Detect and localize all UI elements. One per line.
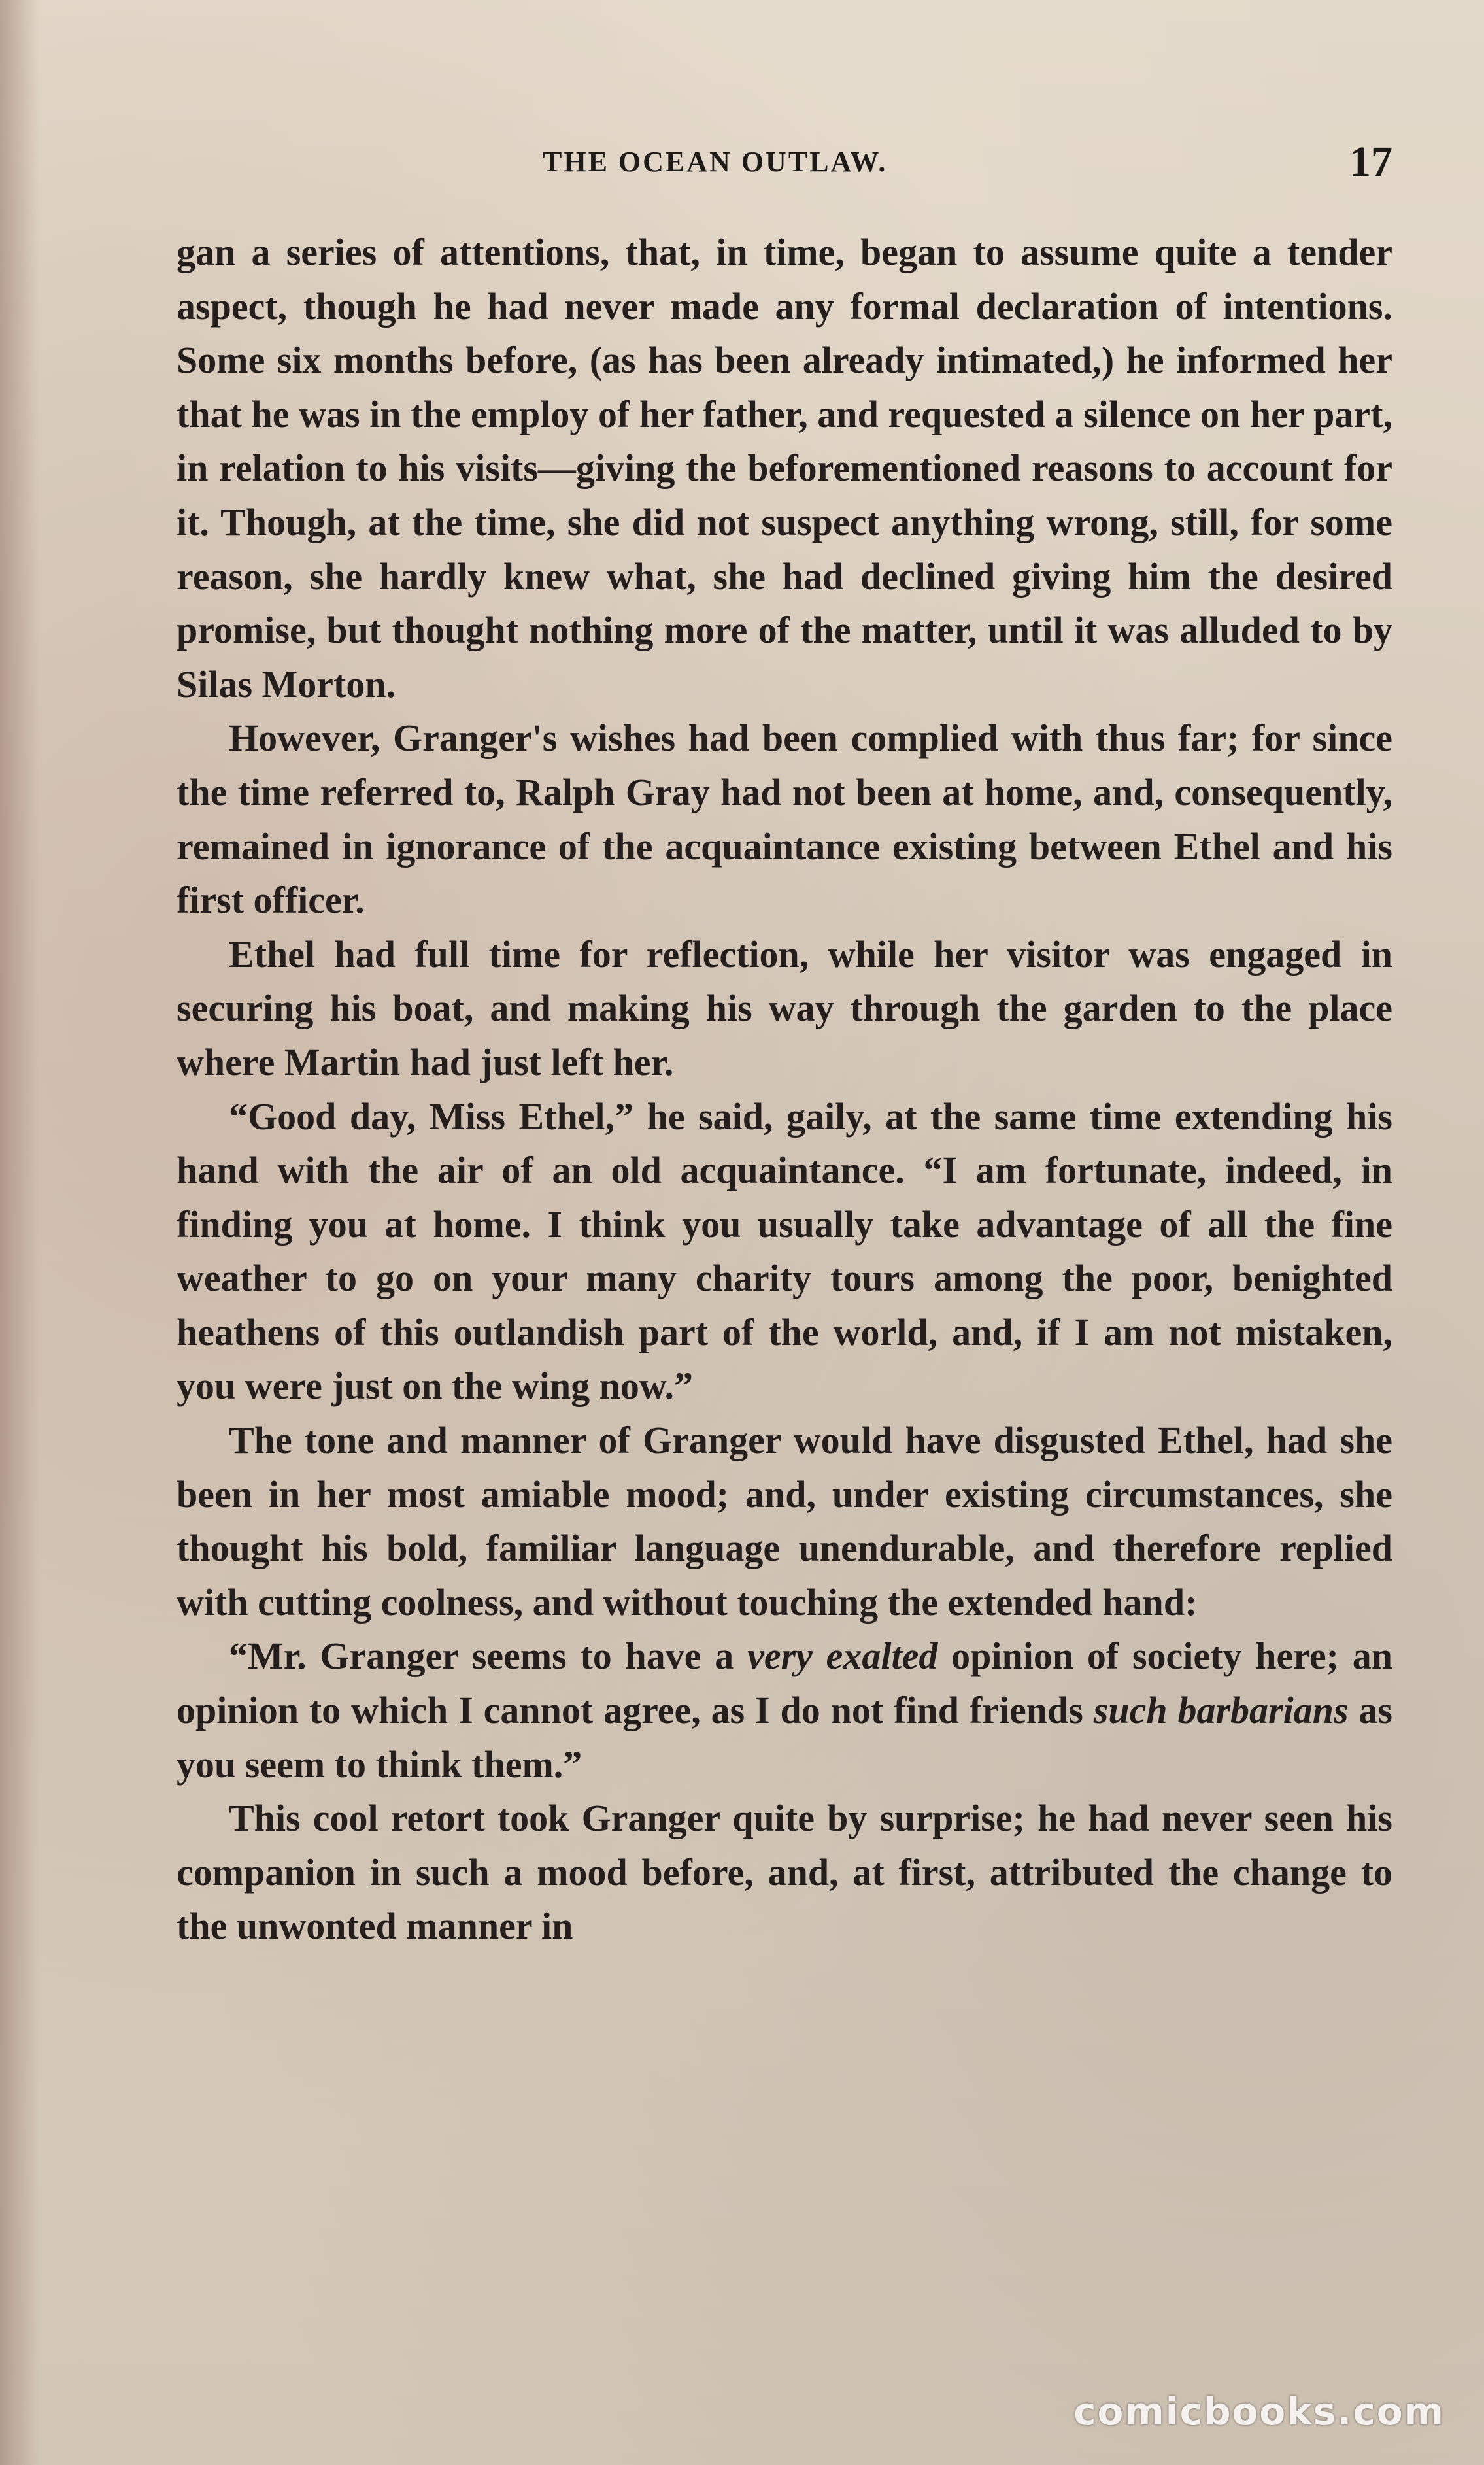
quote-italic-2: such barbarians bbox=[1093, 1689, 1349, 1732]
paragraph-2: However, Granger's wishes had been complied with thus far; for since the time referred to, Ralph Gray had not been at home, and, consequently, remained in ignorance of the acquaintance existing between Ethel and his first officer. bbox=[177, 717, 1392, 922]
paragraph-3: Ethel had full time for reflection, while her visitor was engaged in securing his boat, and making his way through the garden to the place where Martin had just left her. bbox=[177, 932, 1392, 1083]
paragraph-4: “Good day, Miss Ethel,” he said, gaily, at the same time extending his hand with the air of an old acquaintance. “I am fortunate, indeed, in finding you at home. I think you usually take advantage of all the fine weather to go on your many charity tours among the poor, benighted heathens of this outlandish part of the world, and, if I am not mistaken, you were just on the wing now.” bbox=[177, 1095, 1392, 1408]
quote-part-1: “Mr. Granger seems to have a bbox=[229, 1635, 748, 1678]
page-header bbox=[177, 137, 1392, 190]
paragraph-7: This cool retort took Granger quite by surprise; he had never seen his companion in such a mood before, and, at first, attributed the change to the unwonted manner in bbox=[177, 1797, 1392, 1948]
watermark: comicbooks.com bbox=[1073, 2389, 1445, 2434]
page-number: 17 bbox=[1349, 138, 1392, 186]
paragraph-1: gan a series of attentions, that, in time, began to assume quite a tender aspect, though he had never made any formal declaration of intentions. Some six months before, (as has been already intimated,) he informed her that he was in the employ of her father, and requested a silence on her part, in relation to his visits—giving the beforementioned reasons to account for it. Though, at the time, she did not suspect anything wrong, still, for some reason, she hardly knew what, she had declined giving him the desired promise, but thought nothing more of the matter, until it was alluded to by Silas Morton. bbox=[177, 231, 1392, 706]
body-text bbox=[177, 226, 1392, 1954]
paragraph-6 bbox=[177, 1629, 1392, 1792]
quote-part-2: opinion of society here; an opinion to which I cannot agree, as I do not find friends bbox=[177, 1635, 1392, 1732]
quote-part-3: as you seem to think them.” bbox=[177, 1689, 1393, 1786]
paragraph-5: The tone and manner of Granger would have disgusted Ethel, had she been in her most amiable mood; and, under existing circumstances, she thought his bold, familiar language unendurable, and therefore replied with cutting coolness, and without touching the extended hand: bbox=[177, 1419, 1392, 1624]
running-title: THE OCEAN OUTLAW. bbox=[543, 146, 888, 178]
page-edge-shadow bbox=[0, 0, 39, 2465]
quote-italic-1: very exalted bbox=[747, 1635, 938, 1678]
